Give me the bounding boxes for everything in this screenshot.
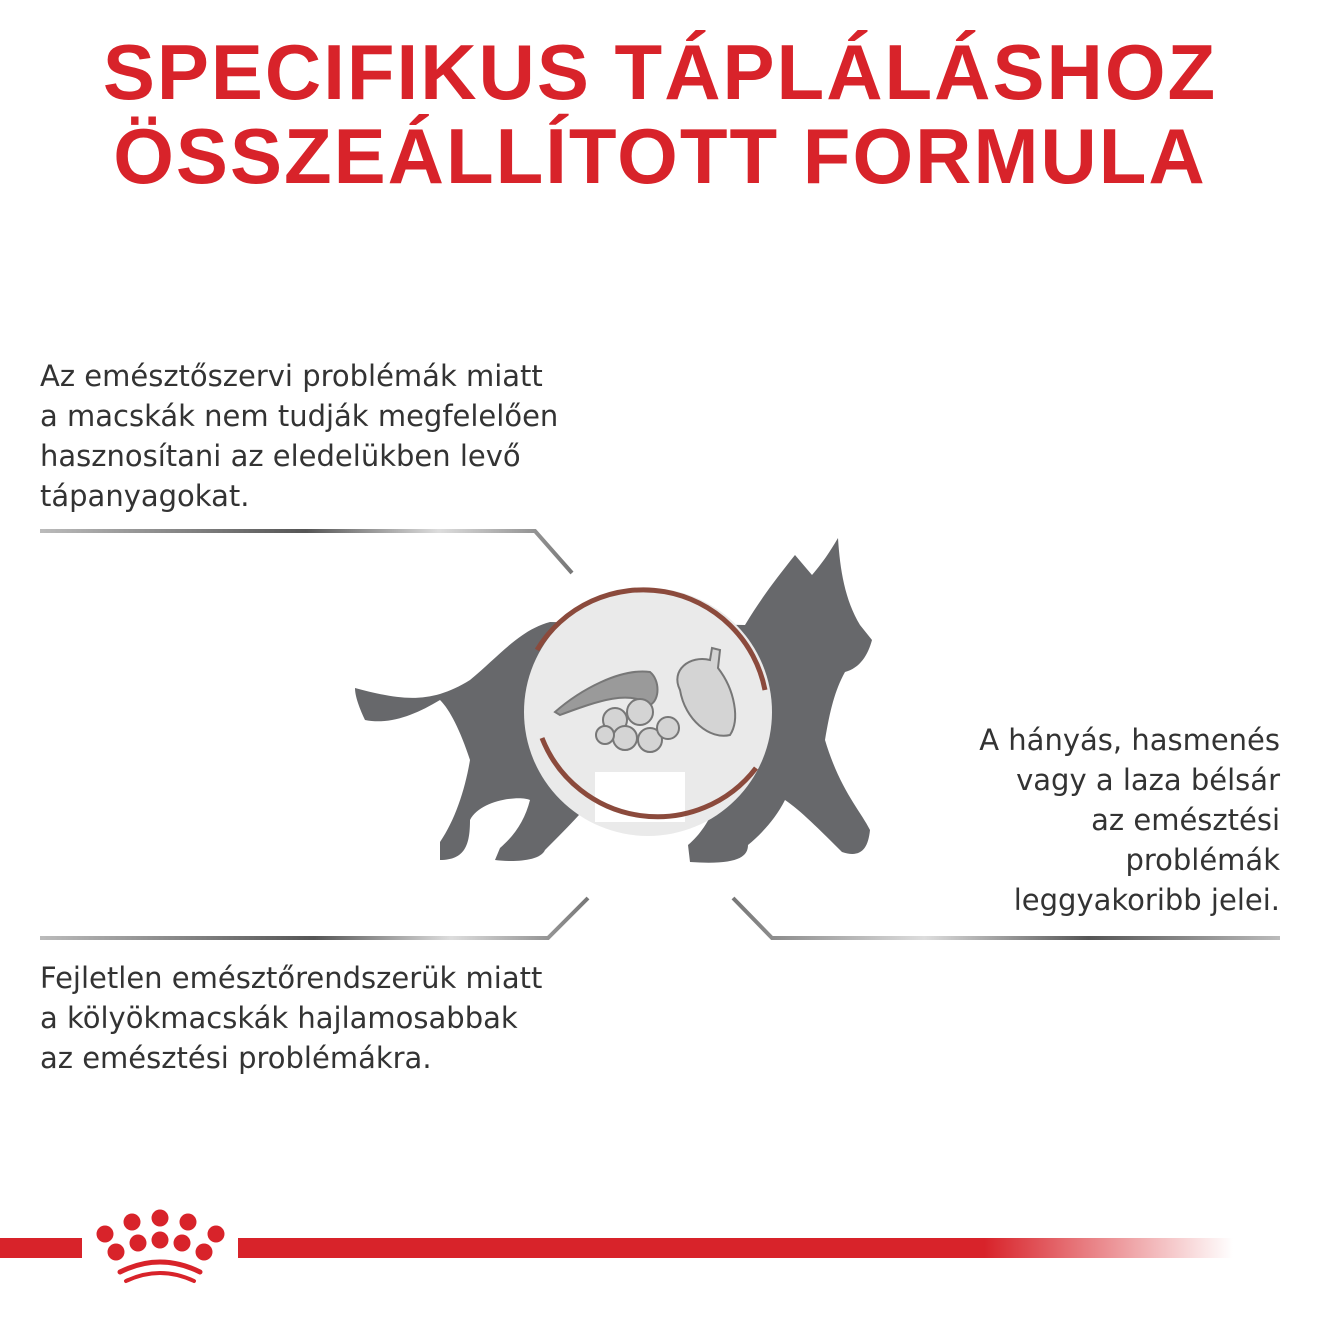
crown-logo-icon <box>97 1210 225 1282</box>
callout-line: vagy a laza bélsár <box>1016 763 1280 797</box>
callout-line: az emésztési problémákra. <box>40 1041 432 1075</box>
callout-line: tápanyagokat. <box>40 479 250 513</box>
callout-line: leggyakoribb jelei. <box>1013 883 1280 917</box>
callout-line: az emésztési <box>1091 803 1280 837</box>
brand-bar-left <box>0 1238 82 1258</box>
connector-bottom-left <box>40 898 588 938</box>
brand-bar-right <box>238 1238 1233 1258</box>
connector-right <box>733 898 1280 938</box>
callout-line: hasznosítani az eledelükben levő <box>40 439 521 473</box>
callout-line: a macskák nem tudják megfelelően <box>40 399 559 433</box>
callout-line: problémák <box>1125 843 1280 877</box>
callout-line: A hányás, hasmenés <box>979 723 1280 757</box>
title-line-2: ÖSSZEÁLLÍTOTT FORMULA <box>113 112 1207 200</box>
callout-line: Az emésztőszervi problémák miatt <box>40 359 543 393</box>
callout-line: a kölyökmacskák hajlamosabbak <box>40 1001 518 1035</box>
connector-top-left <box>40 531 572 573</box>
callout-line: Fejletlen emésztőrendszerük miatt <box>40 961 543 995</box>
title-line-1: SPECIFIKUS TÁPLÁLÁSHOZ <box>102 28 1218 116</box>
